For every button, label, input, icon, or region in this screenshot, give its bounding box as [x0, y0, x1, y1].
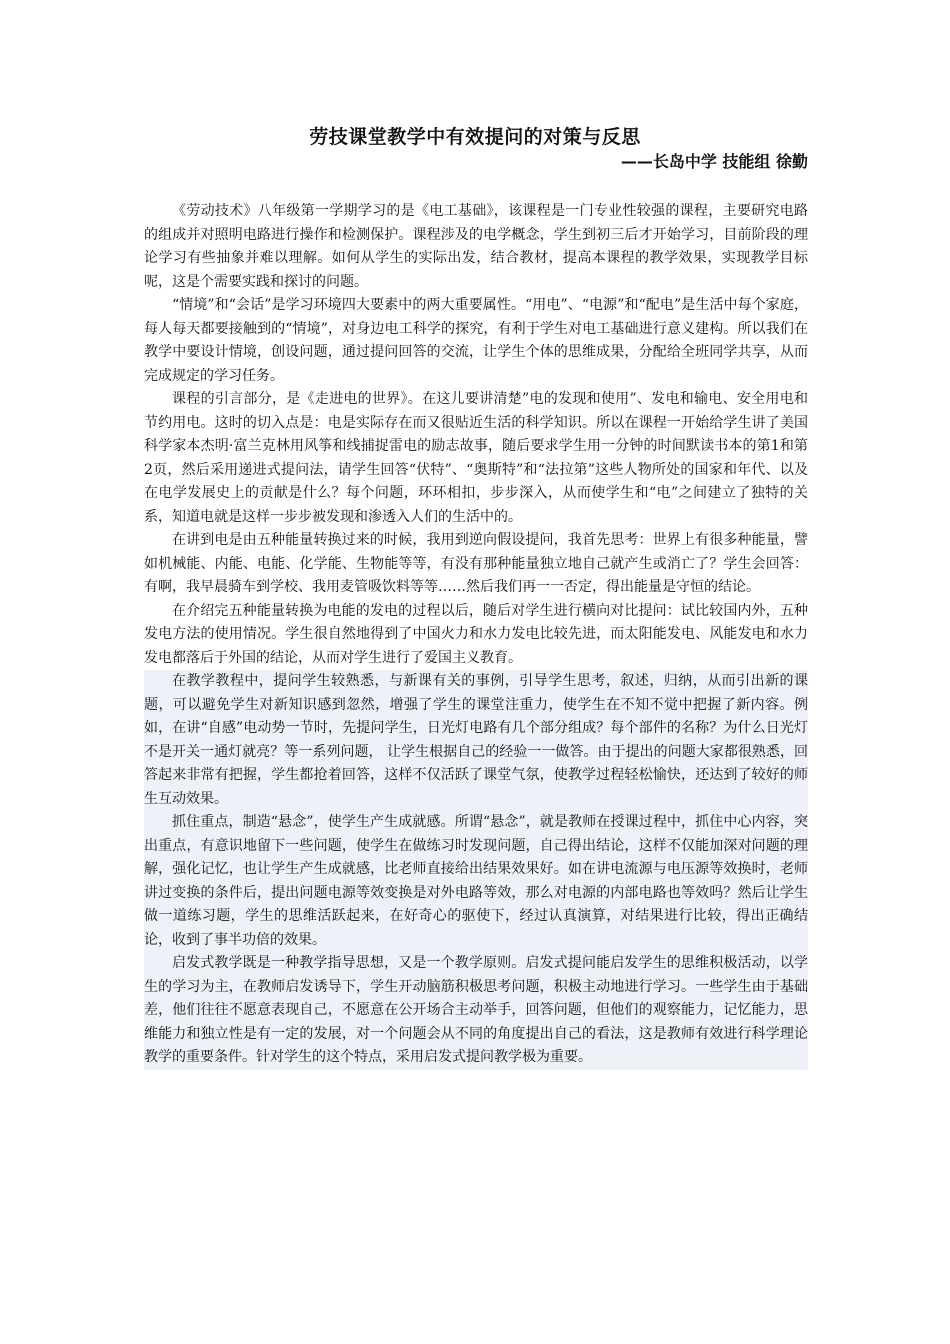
highlighted-section: [144, 670, 808, 1070]
paragraph: 在介绍完五种能量转换为电能的发电的过程以后，随后对学生进行横向对比提问：试比较国内外，五种发电方法的使用情况。学生很自然地得到了中国火力和水力发电比较先进，而太阳能发电、风能发电和水力发电都落后于外国的结论，从而对学生进行了爱国主义教育。: [144, 602, 808, 666]
document-body: [144, 200, 808, 1070]
paragraph: 课程的引言部分，是《走进电的世界》。在这儿要讲清楚”电的发现和使用”、发电和输电、安全用电和节约用电。这时的切入点是：电是实际存在而又很贴近生活的科学知识。所以在课程一开始给学生讲了美国科学家本杰明·富兰克林用风筝和线捕捉雷电的励志故事，随后要求学生用一分钟的时间默读书本的第1和第2页，然后采用递进式提问法，请学生回答“伏特”、“奥斯特”和“法拉第”这些人物所处的国家和年代、以及在电学发展史上的贡献是什么？每个问题，环环相扣，步步深入，从而使学生和“电”之间建立了独特的关系，知道电就是这样一步步被发现和渗透入人们的生活中的。: [144, 391, 808, 525]
paragraph: 《劳动技术》八年级第一学期学习的是《电工基础》，该课程是一门专业性较强的课程，主要研究电路的组成并对照明电路进行操作和检测保护。课程涉及的电学概念，学生到初三后才开始学习，目前阶段的理论学习有些抽象并难以理解。如何从学生的实际出发，结合教材，提高本课程的教学效果，实现教学目标呢，这是个需要实践和探讨的问题。: [144, 203, 808, 290]
paragraph: 启发式教学既是一种教学指导思想，又是一个教学原则。启发式提问能启发学生的思维积极活动，以学生的学习为主，在教师启发诱导下，学生开动脑筋积极思考问题，积极主动地进行学习。一些学生由于基础差，他们往往不愿意表现自己，不愿意在公开场合主动举手，回答问题，但他们的观察能力，记忆能力，思维能力和独立性是有一定的发展，对一个问题会从不同的角度提出自己的看法，这是教师有效进行科学理论教学的重要条件。针对学生的这个特点，采用启发式提问教学极为重要。: [144, 955, 808, 1065]
paragraph: 抓住重点，制造“悬念”，使学生产生成就感。所谓“悬念”，就是教师在授课过程中，抓住中心内容，突出重点，有意识地留下一些问题，使学生在做练习时发现问题，自己得出结论，这样不仅能加深对问题的理解，强化记忆，也让学生产生成就感，比老师直接给出结果效果好。如在讲电流源与电压源等效换时，老师讲过变换的条件后，提出问题电源等效变换是对外电路等效，那么对电源的内部电路也等效吗？然后让学生做一道练习题，学生的思维活跃起来，在好奇心的驱使下，经过认真演算，对结果进行比较，得出正确结论，收到了事半功倍的效果。: [144, 814, 808, 948]
document-title: 劳技课堂教学中有效提问的对策与反思: [309, 126, 641, 148]
document-byline: ——长岛中学 技能组 徐勤: [620, 152, 808, 171]
paragraph: “情境”和“会话”是学习环境四大要素中的两大重要属性。“用电”、“电源”和“配电”是生活中每个家庭，每人每天都要接触到的“情境”，对身边电工科学的探究，有利于学生对电工基础进行意义建构。所以我们在教学中要设计情境，创设问题，通过提问回答的交流，让学生个体的思维成果，分配给全班同学共享，从而完成规定的学习任务。: [144, 297, 808, 384]
paragraph: 在讲到电是由五种能量转换过来的时候，我用到逆向假设提问，我首先思考：世界上有很多种能量，譬如机械能、内能、电能、化学能、生物能等等，有没有那种能量独立地自己就产生或消亡了？学生会回答：有啊，我早晨骑车到学校、我用麦管吸饮料等等……然后我们再一一否定，得出能量是守恒的结论。: [144, 532, 808, 595]
paragraph: 在教学教程中，提问学生较熟悉，与新课有关的事例，引导学生思考，叙述，归纳，从而引出新的课题，可以避免学生对新知识感到忽然，增强了学生的课堂注重力，使学生在不知不觉中把握了新内容。例如，在讲“自感”电动势一节时，先提问学生，日光灯电路有几个部分组成？每个部件的名称？为什么日光灯不是开关一通灯就亮？等一系列问题， 让学生根据自己的经验一一做答。由于提出的问题大家都很熟悉，回答起来非常有把握，学生都抢着回答，这样不仅活跃了课堂气氛，使教学过程轻松愉快，还达到了较好的师生互动效果。: [144, 673, 808, 807]
